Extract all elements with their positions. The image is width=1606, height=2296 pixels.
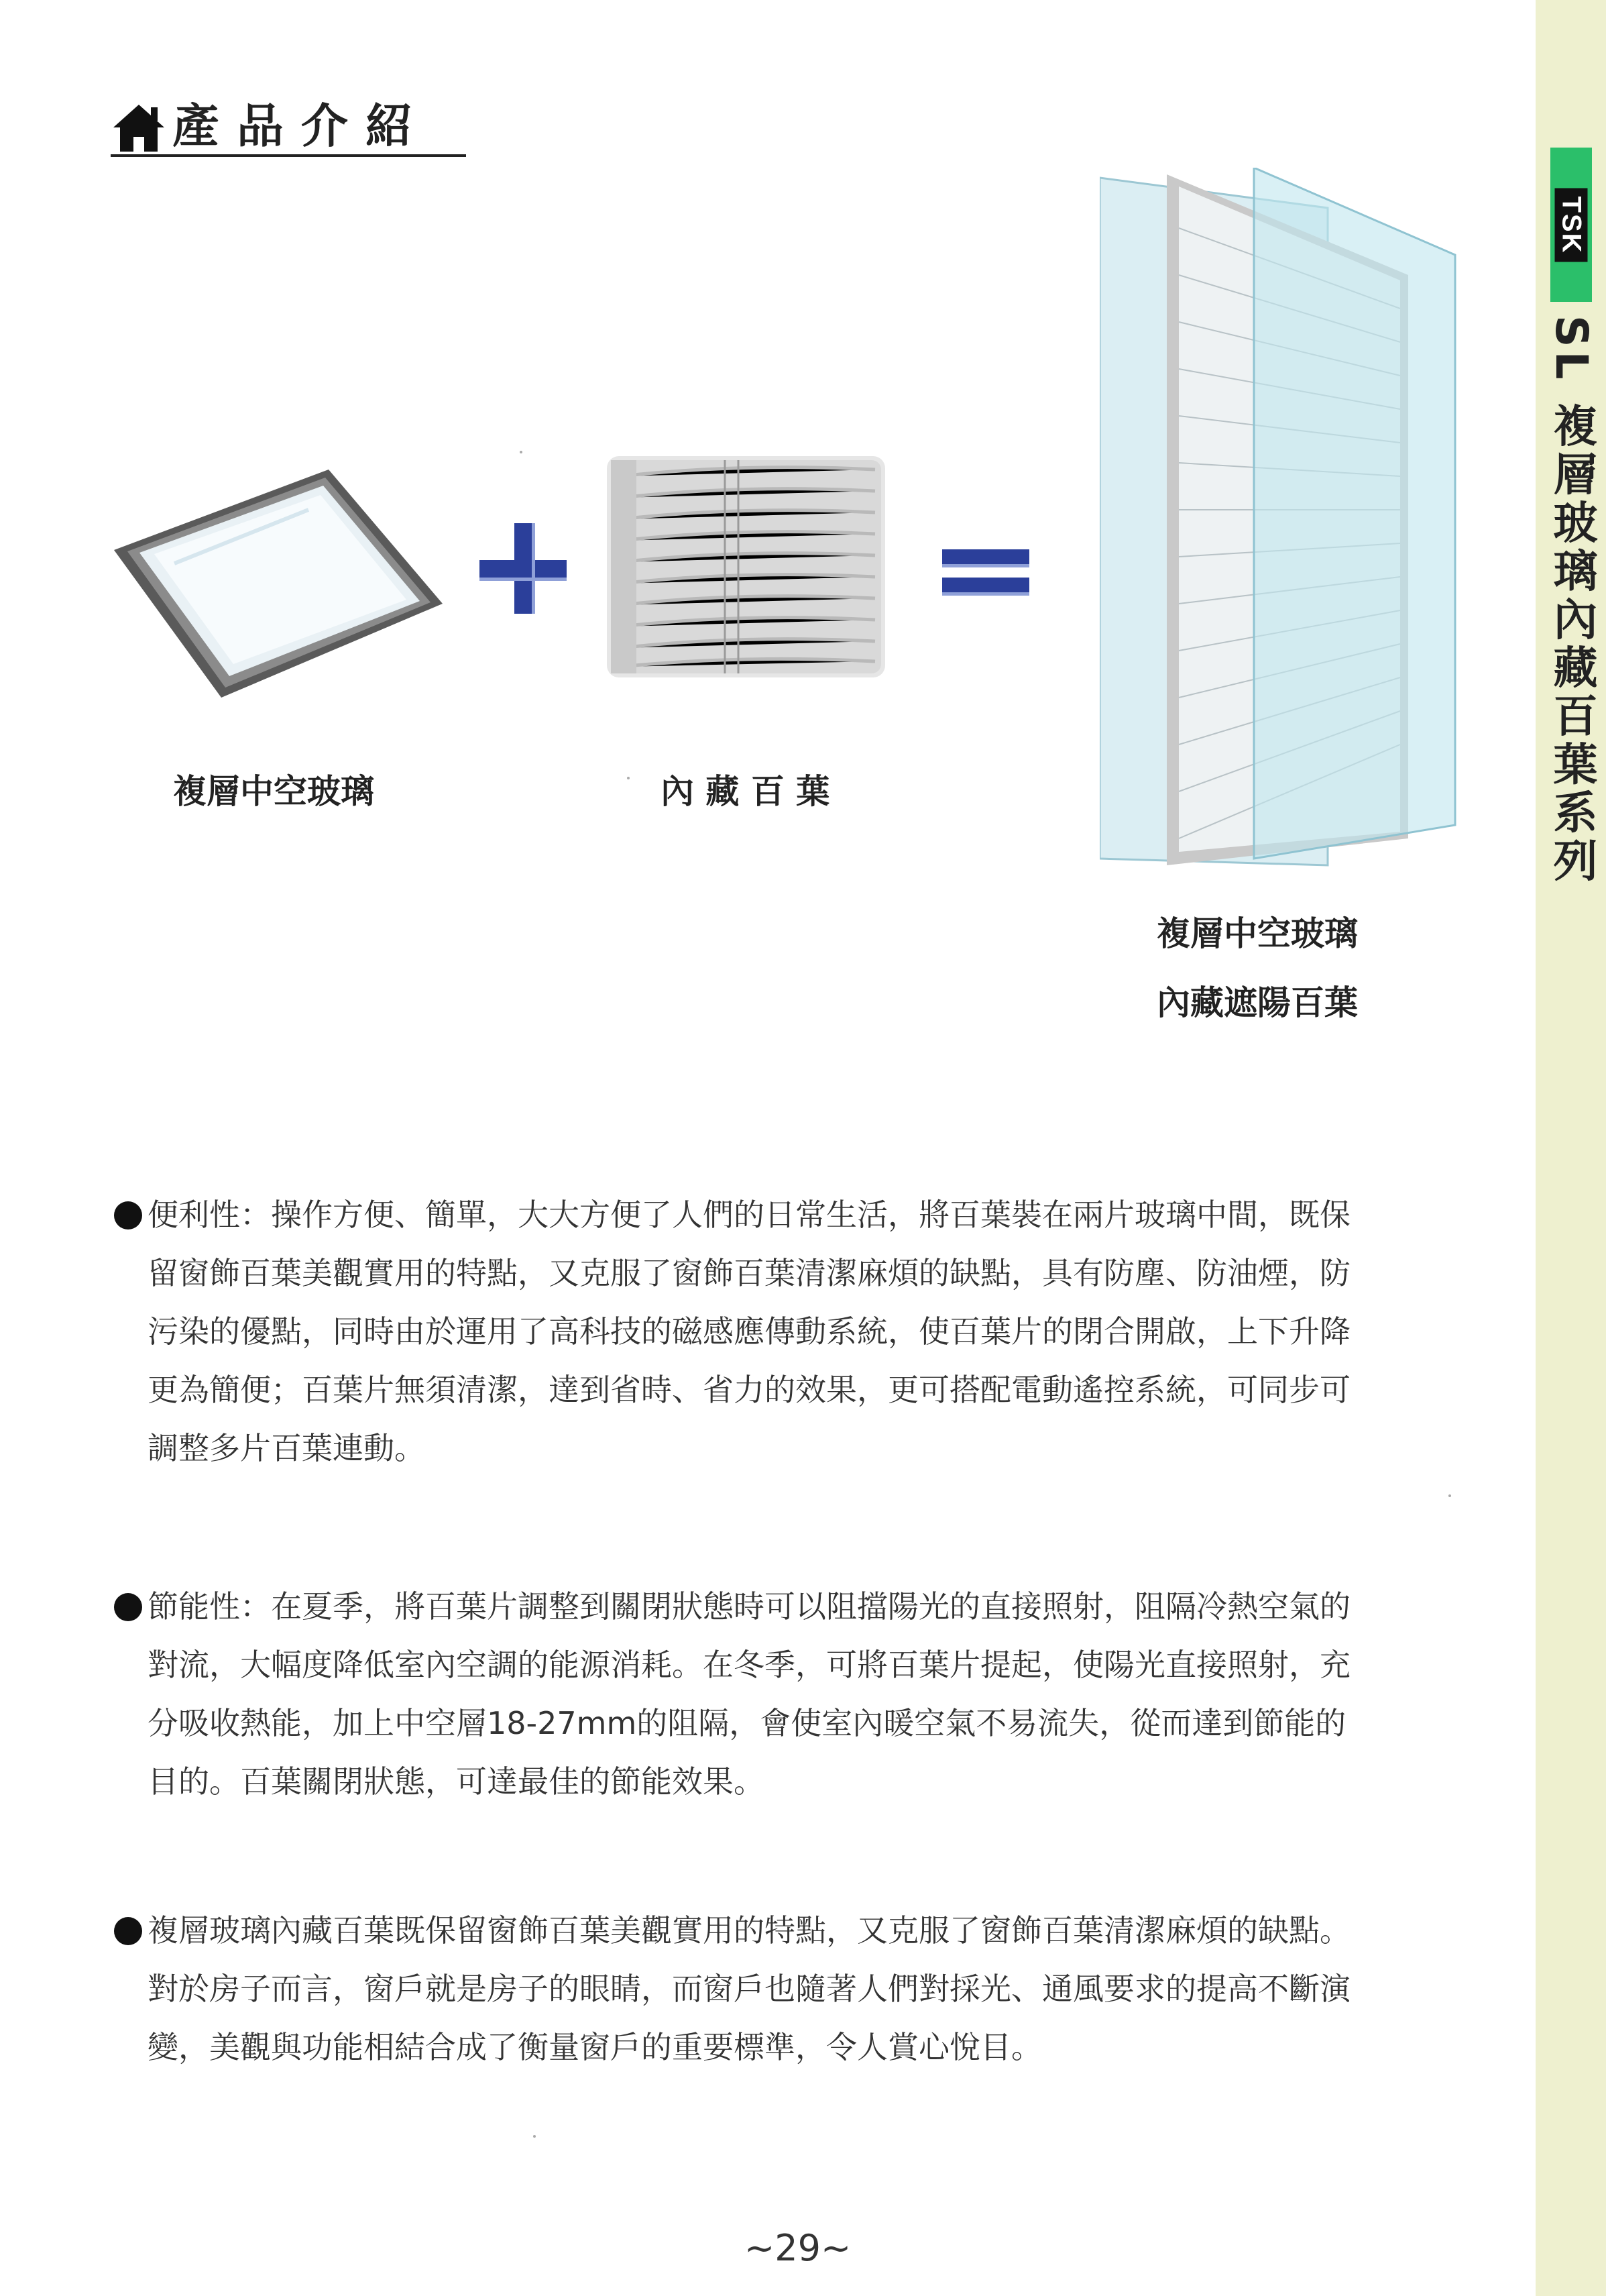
glass-blind-window-illustration bbox=[1100, 168, 1462, 872]
paragraph-line: 對流，大幅度降低室內空調的能源消耗。在冬季，可將百葉片提起，使陽光直接照射，充 bbox=[148, 1647, 1351, 1683]
tsk-logo-text: TSK bbox=[1555, 188, 1588, 262]
paragraph-text: 節能性：在夏季，將百葉片調整到關閉狀態時可以阻擋陽光的直接照射，阻隔冷熱空氣的 bbox=[148, 1588, 1351, 1625]
section-header bbox=[111, 94, 466, 157]
paragraph-line: 目的。百葉關閉狀態，可達最佳的節能效果。 bbox=[148, 1763, 764, 1800]
result-caption-line1: 複層中空玻璃 bbox=[1157, 914, 1358, 953]
paragraph-line: 更為簡便；百葉片無須清潔，達到省時、省力的效果，更可搭配電動遙控系統，可同步可 bbox=[148, 1372, 1351, 1408]
tsk-logo bbox=[1550, 148, 1592, 302]
bullet-icon bbox=[114, 1917, 142, 1945]
result-caption-line2: 內藏遮陽百葉 bbox=[1157, 983, 1358, 1022]
scan-speck bbox=[1448, 1494, 1451, 1497]
paragraph-line: 對於房子而言，窗戶就是房子的眼睛，而窗戶也隨著人們對採光、通風要求的提高不斷演 bbox=[148, 1971, 1351, 2007]
bullet-icon bbox=[114, 1593, 142, 1621]
paragraph-line: 留窗飾百葉美觀實用的特點，又克服了窗飾百葉清潔麻煩的缺點，具有防塵、防油煙，防 bbox=[148, 1255, 1351, 1291]
scan-speck bbox=[520, 451, 522, 453]
series-title: SL 複層玻璃內藏百葉系列 bbox=[1546, 315, 1597, 886]
paragraph-line: 變，美觀與功能相結合成了衡量窗戶的重要標準，令人賞心悅目。 bbox=[148, 2029, 1042, 2065]
paragraph-text: 複層玻璃內藏百葉既保留窗飾百葉美觀實用的特點，又克服了窗飾百葉清潔麻煩的缺點。 bbox=[148, 1912, 1351, 1949]
equals-icon bbox=[942, 547, 1033, 600]
scan-speck bbox=[627, 777, 630, 779]
bullet-icon bbox=[114, 1201, 142, 1229]
scan-speck bbox=[533, 2135, 536, 2138]
glass-caption: 複層中空玻璃 bbox=[173, 772, 374, 811]
paragraph-energy-saving bbox=[114, 1578, 1455, 1811]
page-number: ~29~ bbox=[744, 2227, 852, 2269]
paragraph-line: 調整多片百葉連動。 bbox=[148, 1430, 425, 1466]
house-icon bbox=[111, 101, 167, 154]
page-title: 產品介紹 bbox=[172, 99, 430, 154]
double-glass-illustration bbox=[107, 463, 449, 704]
paragraph-summary bbox=[114, 1902, 1455, 2077]
paragraph-convenience bbox=[114, 1186, 1455, 1478]
paragraph-line: 分吸收熱能，加上中空層18-27mm的阻隔，會使室內暖空氣不易流失，從而達到節能的 bbox=[148, 1705, 1346, 1741]
plus-icon bbox=[479, 523, 570, 614]
paragraph-text: 便利性：操作方便、簡單，大大方便了人們的日常生活，將百葉裝在兩片玻璃中間，既保 bbox=[148, 1197, 1351, 1233]
blind-caption: 內 藏 百 葉 bbox=[661, 772, 830, 811]
paragraph-line: 污染的優點，同時由於運用了高科技的磁感應傳動系統，使百葉片的閉合開啟，上下升降 bbox=[148, 1313, 1351, 1350]
internal-blind-photo bbox=[607, 456, 885, 677]
